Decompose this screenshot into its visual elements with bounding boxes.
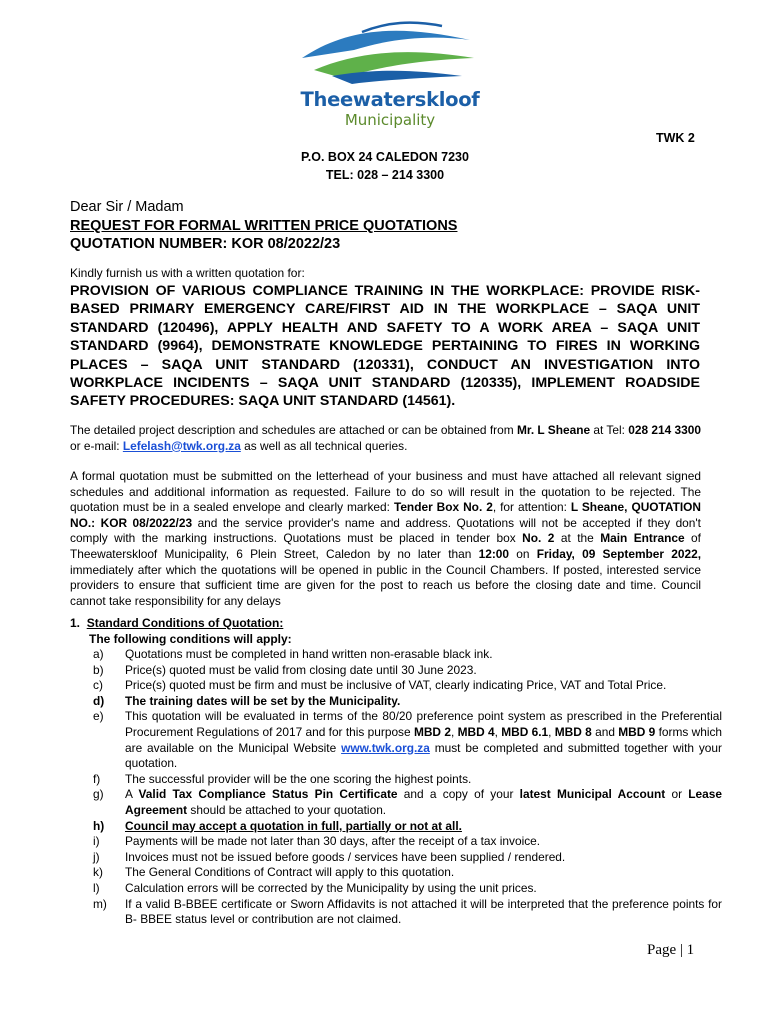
contact-telephone: 028 214 3300 — [628, 423, 701, 437]
list-item: h) Council may accept a quotation in full, partially or not at all. — [93, 818, 462, 833]
section-heading: 1. Standard Conditions of Quotation: — [70, 616, 284, 630]
list-item: b) Price(s) quoted must be valid from closing date until 30 June 2023. — [93, 662, 477, 677]
list-item: j) Invoices must not be issued before goods / services have been supplied / rendered. — [93, 849, 566, 864]
postal-address: P.O. BOX 24 CALEDON 7230 — [301, 150, 469, 164]
quotation-number: QUOTATION NUMBER: KOR 08/2022/23 — [70, 236, 341, 252]
request-heading: REQUEST FOR FORMAL WRITTEN PRICE QUOTATIONS — [70, 218, 458, 234]
logo-subtitle: Municipality — [344, 111, 436, 129]
project-title: PROVISION OF VARIOUS COMPLIANCE TRAINING IN THE WORKPLACE: PROVIDE RISK-BASED PRIMARY EMERGENCY CARE/FIRST AID IN THE WORKPLACE – SAQA UNIT STANDARD (120496), APPLY HEALTH AND SAFETY TO A WORK AREA – SAQA UNIT STANDARD (9964), DEMONSTRATE KNOWLEDGE PERTAINING TO FIRES IN WORKING PLACES – SAQA UNIT STANDARD (120331), CONDUCT AN INVESTIGATION INTO WORKPLACE INCIDENTS – SAQA UNIT STANDARD (120335), IMPLEMENT ROADSIDE SAFETY PROCEDURES: SAQA UNIT STANDARD (14561). — [70, 283, 700, 410]
contact-paragraph: The detailed project description and schedules are attached or can be obtained from Mr. L Sheane at Tel: 028 214 3300 or e-mail: Lefelash@twk.org.za as well as all technical queries. — [70, 423, 701, 453]
list-item: m) If a valid B-BBEE certificate or Sworn Affidavits is not attached it will be interpreted that the preference points for B- BBEE status level or contribution are not claimed. — [93, 896, 722, 927]
contact-person: Mr. L Sheane — [516, 423, 591, 437]
list-item: d) The training dates will be set by the Municipality. — [93, 693, 401, 708]
website-link[interactable]: www.twk.org.za — [341, 740, 430, 755]
logo-name: Theewaterskloof — [300, 88, 480, 111]
list-item: e) This quotation will be evaluated in terms of the 80/20 preference point system as prescribed in the Preferential Procurement Regulations of 2017 and for this purpose MBD 2, MBD 4, MBD 6.1, MBD 8 and MBD 9 forms which are available on the Municipal Website www.twk.org.za must be completed and submitted together with your quotation. — [93, 709, 723, 771]
list-item: g) A Valid Tax Compliance Status Pin Certificate and a copy of your latest Municipal Account or Lease Agreement should be attached to your quotation. — [93, 787, 722, 817]
list-item: l) Calculation errors will be corrected by the Municipality by using the unit prices. — [93, 880, 537, 895]
mountain-water-logo-icon — [292, 18, 482, 90]
list-item: i) Payments will be made not later than 30 days, after the receipt of a tax invoice. — [93, 834, 541, 849]
intro-text: Kindly furnish us with a written quotation for: — [70, 266, 305, 280]
page-number: Page | 1 — [647, 942, 695, 958]
submission-paragraph: A formal quotation must be submitted on the letterhead of your business and must have attached all relevant signed schedules and additional information as requested. Failure to do so will result in the quotation to be rejected. The quotation must be in a sealed envelope and clearly marked: Tender Box No. 2, for attention: L Sheane, QUOTATION NO.: KOR 08/2022/23 and the service provider's name and address. Quotations will not be accepted if they don't comply with the marking instructions. Quotations must be placed in tender box No. 2 at the Main Entrance of Theewaterskloof Municipality, 6 Plein Street, Caledon by no later than 12:00 on Friday, 09 September 2022, immediately after which the quotations will be opened in public in the Council Chambers. If posted, interested service providers to ensure that sufficient time are given for the post to reach us before the closing date and time. Council cannot take responsibility for any delays — [70, 469, 702, 608]
salutation: Dear Sir / Madam — [70, 199, 184, 215]
municipality-logo — [284, 18, 494, 130]
email-link[interactable]: Lefelash@twk.org.za — [122, 438, 241, 453]
list-item: a) Quotations must be completed in hand written non-erasable black ink. — [93, 647, 493, 661]
document-reference: TWK 2 — [656, 131, 695, 145]
telephone: TEL: 028 – 214 3300 — [325, 168, 445, 182]
list-item: f) The successful provider will be the one scoring the highest points. — [93, 771, 472, 786]
list-item: k) The General Conditions of Contract will apply to this quotation. — [93, 865, 455, 880]
section-subheading: The following conditions will apply: — [89, 632, 292, 646]
conditions-list — [89, 647, 722, 928]
list-item: c) Price(s) quoted must be firm and must be inclusive of VAT, clearly indicating Price, VAT and Total Price. — [93, 678, 667, 693]
